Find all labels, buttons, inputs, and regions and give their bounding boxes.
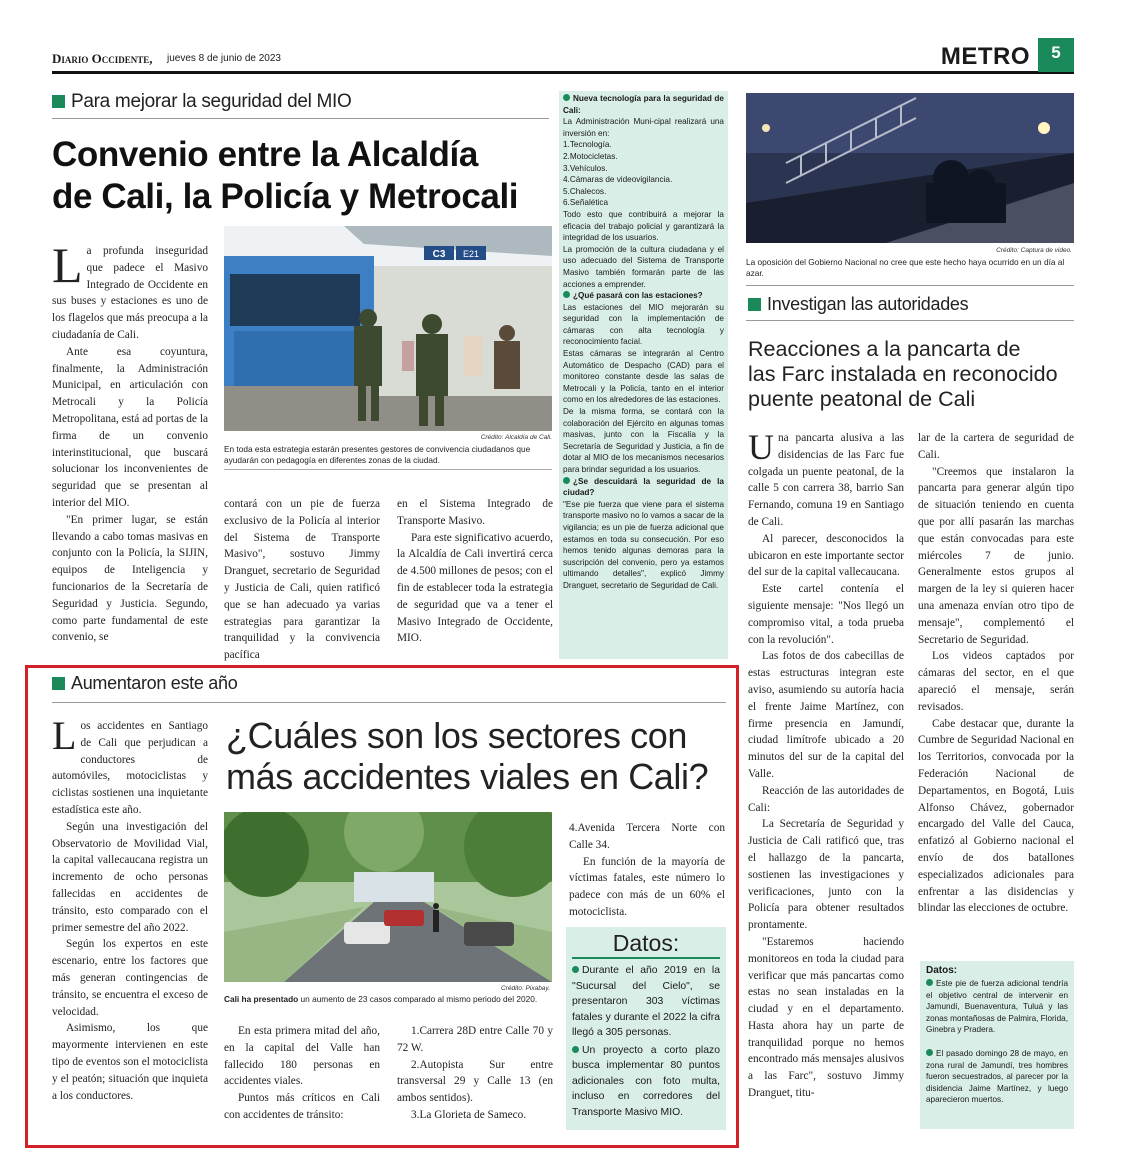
story3-caption: Cali ha presentado un aumento de 23 casos comparado al mismo periodo del 2020.	[224, 994, 538, 1004]
section-square-icon	[52, 95, 65, 108]
story1-column-3: en el Sistema Integrado de Transporte Masivo. Para este significativo acuerdo, la Alcaldía de Cali invertirá cerca de 4.500 millones de pesos; con el fin de establecer toda la estrategia de seguridad que va a tener el Masivo Integrado de Occidente, MIO.	[397, 498, 553, 645]
masthead	[52, 42, 1074, 74]
bus-sign-text: E21	[462, 249, 480, 259]
story3-column-2: En esta primera mitad del año, en la capital del Valle han fallecido 180 personas en accidentes viales. Puntos más críticos en Cali con accidentes de tránsito:	[224, 1025, 380, 1121]
paper-name: Diario Occidente,	[52, 51, 153, 66]
dropcap: U	[748, 430, 774, 467]
story3-column-3	[397, 1023, 553, 1130]
list-item: 4.Avenida Tercera Norte con Calle 34.	[569, 822, 725, 851]
story2-headline: Reacciones a la pancarta de las Farc instalada en reconocido puente peatonal de Cali	[748, 337, 1058, 411]
story3-datos-box: Datos: Durante el año 2019 en la "Sucursal del Cielo", se presentaron 303 víctimas fatales y durante el 2022 la cifra llegó a 305 personas. Un proyecto a corto plazo busca implementar 80 puntos adicionales con foto multa, incluso en corredores del Transporte Masivo MIO.	[566, 927, 726, 1130]
datos-title: Datos:	[926, 965, 958, 976]
bullet-icon	[563, 94, 570, 101]
story3-photo	[224, 812, 552, 982]
bullet-icon	[926, 1049, 933, 1056]
story2-column-2: lar de la cartera de seguridad de Cali. "Creemos que instalaron la pancarta para generar algún tipo de situación teniendo en cuenta que por allí pasarán las marchas que están convocadas para este miércoles 7 de junio. Generalmente estos grupos al margen de la ley si quieren hacer una amenaza envían otro tipo de mensaje", complementó el Secretario de Seguridad. Los videos captados por cámaras del sector, en el que apareció el mensaje, serán revisados. Cabe destacar que, durante la Cumbre de Seguridad Nacional en los Territorios, convocada por la Federación Nacional de Departamentos, en Bogotá, Luis Alfonso Chávez, gobernador encargado del Valle del Cauca, enfatizó al Gobierno nacional el envío de dos batallones especializados adicionales para enfrentar a las disidencias y blindar las elecciones de octubre.	[918, 432, 1074, 915]
story1-caption: En toda esta estrategia estarán presentes gestores de convivencia ciudadanos que ayudarán con pedagogía en diferentes zonas de la ciudad.	[224, 444, 531, 465]
story1-column-2: contará con un pie de fuerza exclusivo de la Policía al interior del Sistema de Transporte Masivo", sostuvo Jimmy Dranguet, secretario de Seguridad y Justicia de Cali, quien ratificó que se han adecuado ya varias estrategias para garantizar la tranquilidad y la convivencia pacífica	[224, 498, 380, 662]
list-item: 3.La Glorieta de Sameco.	[411, 1108, 527, 1121]
bullet-icon	[563, 477, 570, 484]
story3-photo-credit: Crédito: Pixabay.	[500, 985, 550, 992]
story1-column-1: La profunda inseguridad que padece el Masivo Integrado de Occidente en sus buses y estaciones es uno de los flagelos que más preocupa a la ciudadanía de Cali. Ante esa coyuntura, finalmente, la Administración Municipal, en articulación con Metrocali y la Policía Metropolitana, está ad portas de la firma de un convenio interinstitucional, que buscará solucionar los inconvenientes de seguridad que se presentan al interior del MIO. "En primer lugar, se están llevando a cabo tomas masivas en conjunto con la Policía, la SIJIN, equipos de Inteligencia y funcionarios de la Secretaría de Seguridad y Justicia. Segundo, como parte fundamental de este convenio, se	[52, 243, 208, 644]
page-number: 5	[1038, 38, 1074, 72]
dropcap: L	[52, 718, 77, 758]
story2-caption-rule	[746, 285, 1074, 286]
story2-kicker-rule	[746, 320, 1074, 321]
list-item: 1.Carrera 28D entre Calle 70 y 72 W.	[397, 1025, 553, 1054]
story2-column-1: Una pancarta alusiva a las disidencias de las Farc fue colgada un puente peatonal, de la calle 5 con carrera 38, barrio San Fernando, comuna 19 en Santiago de Cali. Al parecer, desconocidos la ubicaron en este importante sector del sur de la capital vallecaucana. Este cartel contenía el siguiente mensaje: "Nos llegó un compromiso vital, a toda prueba con la revolución". Las fotos de dos cabecillas de estas estructuras integran este aviso, asumiendo su autoría hacia el frente Jaime Martínez, con firme presencia en Jamundí, ciudad limítrofe ubicado a 20 minutos del sur de la capital del Valle. Reacción de las autoridades de Cali: La Secretaría de Seguridad y Justicia de Cali ratificó que, tras el hallazgo de la pancarta, sostienen las investigaciones y verificaciones, junto con la Policía para obtener resultados prontamente. "Estaremos haciendo monitoreos en toda la ciudad para verificar que más pancartas como estas no sean instaladas en la ciudad y en el departamento. Hasta ahora hay un parte de tranquilidad porque no hemos encontrado más mensajes alusivos a las Farc", sostuvo Jimmy Dranguet, titu-	[748, 430, 904, 1100]
night-bridge-photo	[746, 93, 1074, 243]
datos-title: Datos:	[612, 930, 680, 956]
story2-photo-credit: Crédito: Captura de video.	[996, 247, 1072, 254]
story1-photo-credit: Crédito: Alcaldía de Cali.	[480, 434, 552, 441]
story1-kicker-rule	[52, 118, 549, 119]
story3-column-4: 4.Avenida Tercera Norte con Calle 34. En función de la mayoría de víctimas fatales, este número lo padece con más de un 60% el motociclista.	[569, 822, 725, 918]
street-photo	[224, 812, 552, 982]
story3-kicker: Aumentaron este año	[52, 673, 237, 694]
investment-list: 1.Tecnología. 2.Motocicletas. 3.Vehículos. 4.Cámaras de videovigilancia. 5.Chalecos. 6.Señalética	[563, 140, 673, 208]
story3-headline: ¿Cuáles son los sectores con más accidentes viales en Cali?	[226, 715, 709, 797]
bus-sign-text: C3	[432, 249, 446, 260]
dropcap: L	[52, 243, 83, 293]
story1-kicker: Para mejorar la seguridad del MIO	[52, 91, 352, 113]
bus-station-photo	[224, 226, 552, 431]
story1-photo	[224, 226, 552, 431]
story3-kicker-rule	[52, 702, 726, 703]
section-square-icon	[52, 677, 65, 690]
list-item: 2.Autopista Sur entre transversal 29 y Calle 13 (en ambos sentidos).	[397, 1058, 553, 1105]
story1-sidebar: Nueva tecnología para la seguridad de Cali: La Administración Muni-cipal realizará una inversión en: 1.Tecnología. 2.Motocicletas. 3.Vehículos. 4.Cámaras de videovigilancia. 5.Chalecos. 6.Señalética Todo esto que contribuirá a mejorar la eficacia del trabajo policial y garantizará la integridad de los usuarios. La promoción de la cultura ciudadana y el uso adecuado del Sistema de Transporte Masivo también formarán parte de las acciones a emprender. ¿Qué pasará con las estaciones? Las estaciones del MIO mejorarán su seguridad con la implementación de cámaras con alta tecnología y reconocimiento facial. Estas cámaras se integrarán al Centro Automático de Despacho (CAD) para el monitoreo constante desde las salas de Metrocali y la Policía, tanto en el interior como en los alrededores de las estaciones. De la misma forma, se contará con la colaboración del Ejército en algunas tomas masivas, junto con la Fiscalía y la Secretaría de Seguridad y Justicia, a fin de dotar al MIO de los mecanismos necesarios para brindar seguridad a los usuarios. ¿Se descuidará la seguridad de la ciudad? "Ese pie fuerza que viene para el sistema transporte masivo no lo vamos a sacar de la vigilancia; es un pie de fuerza adicional que estamos en toda su consecución. Por eso hemos tenido algunas demoras para la suscripción del convenio, pero ya estamos ultimando detalles", explicó Jimmy Dranguet, secretario de Seguridad de Cali.	[559, 91, 728, 659]
section-name: METRO	[940, 43, 1030, 70]
story2-kicker: Investigan las autoridades	[748, 294, 968, 315]
bullet-icon	[563, 291, 570, 298]
bullet-icon	[926, 979, 933, 986]
story1-headline: Convenio entre la Alcaldía de Cali, la Policía y Metrocali	[52, 135, 519, 216]
issue-date: jueves 8 de junio de 2023	[167, 53, 281, 64]
story2-datos-box: Datos: Este pie de fuerza adicional tendría el objetivo central de intervenir en Jamundí, Buenaventura, Tuluá y las zonas montañosas de Palmira, Florida, Ginebra y Pradera. El pasado domingo 28 de mayo, en zona rural de Jamundí, tres hombres fueron secuestrados, al parecer por la disidencia Jaime Martínez, y luego aparecieron muertos.	[920, 961, 1074, 1129]
story1-caption-rule	[224, 469, 552, 470]
bullet-icon	[572, 966, 579, 973]
story2-caption: La oposición del Gobierno Nacional no cree que este hecho haya ocurrido en un día al azar.	[746, 257, 1065, 278]
bullet-icon	[572, 1046, 579, 1053]
story2-photo	[746, 93, 1074, 243]
story3-column-1: Los accidentes en Santiago de Cali que perjudican a conductores de automóviles, motociclistas y ciclistas sostienen una inquietante estadística este año. Según una investigación del Observatorio de Movilidad Vial, la capital vallecaucana registra un incremento de ocho personas fallecidas en accidentes de tránsito, esto comparado con el primer semestre del año 2022. Según los expertos en este escenario, entre los factores que más generan contingencias de tránsito, se encuentra el exceso de velocidad. Asimismo, los que mayormente intervienen en este tipo de eventos son el motociclista y el peatón; situación que inquieta a los conductores.	[52, 718, 208, 1102]
section-square-icon	[748, 298, 761, 311]
